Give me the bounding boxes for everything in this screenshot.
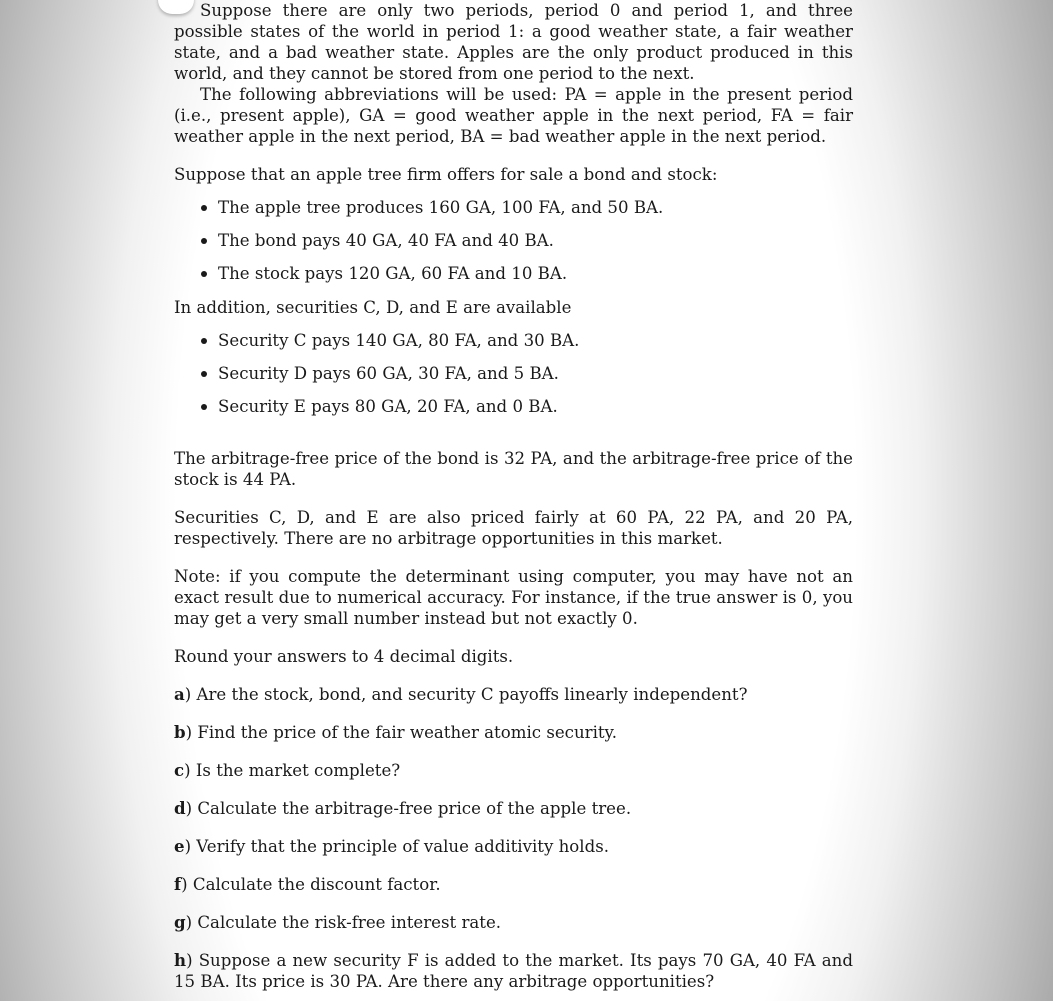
question-label: c	[174, 760, 185, 780]
problem-document	[174, 0, 853, 992]
bullet-icon	[201, 271, 207, 277]
question-h	[174, 950, 853, 992]
securities-list	[174, 330, 853, 417]
list-item-text: The bond pays 40 GA, 40 FA and 40 BA.	[218, 231, 554, 250]
intro-paragraph-1: Suppose there are only two periods, period 0 and period 1, and three possible states of the world in period 1: a good weather state, a fair weather state, and a bad weather state. Apples are the only product produced in this world, and they cannot be stored from one period to the next.	[174, 1, 853, 83]
question-text: ) Suppose a new security F is added to the market. Its pays 70 GA, 40 FA and 15 BA. Its price is 30 PA. Are there any arbitrage opportunities?	[174, 951, 853, 991]
question-a	[174, 684, 853, 705]
question-label: b	[174, 722, 186, 742]
question-label: f	[174, 874, 182, 894]
question-text: ) Calculate the risk-free interest rate.	[185, 913, 502, 932]
list-item	[174, 330, 853, 351]
bullet-icon	[201, 205, 207, 211]
bullet-icon	[201, 238, 207, 244]
list-item-text: The apple tree produces 160 GA, 100 FA, and 50 BA.	[218, 198, 664, 217]
question-g	[174, 912, 853, 933]
question-b	[174, 722, 853, 743]
question-label: g	[174, 912, 186, 932]
question-text: ) Calculate the discount factor.	[181, 875, 441, 894]
bond-stock-prices: The arbitrage-free price of the bond is 32 PA, and the arbitrage-free price of the stock is 44 PA.	[174, 449, 853, 489]
question-f	[174, 874, 853, 895]
question-label: e	[174, 836, 185, 856]
determinant-note: Note: if you compute the determinant using computer, you may have not an exact result due to numerical accuracy. For instance, if the true answer is 0, you may get a very small number instead but not exactly 0.	[174, 567, 853, 628]
question-e	[174, 836, 853, 857]
list-item-text: Security C pays 140 GA, 80 FA, and 30 BA.	[218, 331, 580, 350]
intro-paragraph-2: The following abbreviations will be used: PA = apple in the present period (i.e., present apple), GA = good weather apple in the next period, FA = fair weather apple in the next period, BA = bad weather apple in the next period.	[174, 85, 853, 146]
list-item	[174, 363, 853, 384]
list-item	[174, 197, 853, 218]
question-label: a	[174, 684, 185, 704]
question-label: h	[174, 950, 187, 970]
question-text: ) Are the stock, bond, and security C payoffs linearly independent?	[184, 685, 748, 704]
question-list	[174, 684, 853, 992]
list-item	[174, 396, 853, 417]
question-label: d	[174, 798, 186, 818]
bullet-icon	[201, 338, 207, 344]
bullet-icon	[201, 371, 207, 377]
securities-lead: In addition, securities C, D, and E are available	[174, 298, 572, 317]
list-item	[174, 230, 853, 251]
question-text: ) Is the market complete?	[184, 761, 401, 780]
question-d	[174, 798, 853, 819]
firm-offer-list	[174, 197, 853, 284]
list-item-text: Security E pays 80 GA, 20 FA, and 0 BA.	[218, 397, 558, 416]
list-item-text: The stock pays 120 GA, 60 FA and 10 BA.	[218, 264, 568, 283]
list-item	[174, 263, 853, 284]
rounding-instruction: Round your answers to 4 decimal digits.	[174, 647, 514, 666]
question-text: ) Verify that the principle of value additivity holds.	[184, 837, 610, 856]
question-text: ) Find the price of the fair weather atomic security.	[185, 723, 617, 742]
question-text: ) Calculate the arbitrage-free price of the apple tree.	[185, 799, 632, 818]
firm-offer-lead: Suppose that an apple tree firm offers for sale a bond and stock:	[174, 165, 718, 184]
securities-cde-prices: Securities C, D, and E are also priced fairly at 60 PA, 22 PA, and 20 PA, respectively. There are no arbitrage opportunities in this market.	[174, 508, 853, 548]
bullet-icon	[201, 404, 207, 410]
question-c	[174, 760, 853, 781]
list-item-text: Security D pays 60 GA, 30 FA, and 5 BA.	[218, 364, 559, 383]
